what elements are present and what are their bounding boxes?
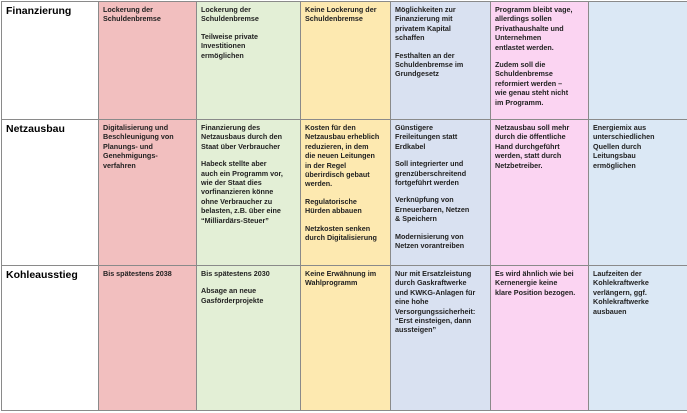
cell-paragraph: Bis spätestens 2038 — [103, 269, 172, 278]
cell-paragraph: Energiemix aus unterschiedlichen Quellen durch Leitungsbau ermöglichen — [593, 123, 655, 170]
paragraph-gap — [201, 278, 296, 286]
cell-paragraph: Verknüpfung von Erneuerbaren, Netzen & Speichern — [395, 195, 470, 224]
cell-paragraph: Keine Erwähnung im Wahlprogramm — [305, 269, 377, 288]
table-cell — [491, 120, 589, 266]
cell-paragraph: Netzausbau soll mehr durch die öffentliche Hand durchgeführt werden, statt durch Netzbetreiber. — [495, 123, 570, 170]
comparison-table — [1, 1, 687, 411]
table-cell — [99, 266, 197, 411]
table-cell — [301, 120, 391, 266]
table-body — [2, 2, 687, 411]
cell-paragraph: Kosten für den Netzausbau erheblich reduzieren, in dem die neuen Leitungen in der Regel überirdisch gebaut werden. — [305, 123, 380, 189]
table-cell — [99, 120, 197, 266]
table-cell — [301, 266, 391, 411]
table-cell — [301, 2, 391, 120]
paragraph-gap — [395, 187, 486, 195]
table-cell — [99, 2, 197, 120]
table-cell — [589, 2, 687, 120]
table-cell — [391, 120, 491, 266]
table-cell — [589, 120, 687, 266]
table-row — [2, 2, 687, 120]
table-cell — [589, 266, 687, 411]
table-cell — [391, 2, 491, 120]
cell-paragraph: Es wird ähnlich wie bei Kernenergie keine klare Position bezogen. — [495, 269, 576, 297]
cell-paragraph: Möglichkeiten zur Finanzierung mit privatem Kapital schaffen — [395, 5, 456, 43]
cell-paragraph: Nur mit Ersatzleistung durch Gaskraftwerke und KWKG-Anlagen für eine hohe Versorgungssicherheit: “Erst einsteigen, dann aussteigen” — [395, 269, 476, 335]
cell-paragraph: Netzkosten senken durch Digitalisierung — [305, 223, 377, 243]
cell-paragraph: Soll integrierter und grenzüberschreitend fortgeführt werden — [395, 159, 467, 188]
paragraph-gap — [395, 224, 486, 232]
cell-paragraph: Lockerung der Schuldenbremse — [103, 5, 161, 24]
cell-paragraph: Absage an neue Gasförderprojekte — [201, 286, 264, 305]
cell-paragraph: Finanzierung des Netzausbaus durch den Staat über Verbraucher — [201, 123, 283, 151]
paragraph-gap — [495, 52, 584, 60]
cell-paragraph: Habeck stellte aber auch ein Programm vor, wie der Staat dies vorfinanzieren könne ohne Verbraucher zu belasten, z.B. über eine “Milliardärs-Steuer” — [201, 159, 283, 225]
cell-paragraph: Programm bleibt vage, allerdings sollen Privathaushalte und Unternehmen entlastet werden. — [495, 5, 573, 52]
paragraph-gap — [201, 24, 296, 32]
paragraph-gap — [305, 189, 386, 197]
table-row — [2, 120, 687, 266]
table-cell — [197, 2, 301, 120]
cell-paragraph: Günstigere Freileitungen statt Erdkabel — [395, 123, 458, 151]
cell-paragraph: Bis spätestens 2030 — [201, 269, 270, 278]
row-header: Kohleausstieg — [2, 266, 99, 411]
cell-paragraph: Regulatorische Hürden abbauen — [305, 196, 362, 216]
cell-paragraph: Modernisierung von Netzen vorantreiben — [395, 231, 465, 251]
paragraph-gap — [395, 151, 486, 159]
row-header: Netzausbau — [2, 120, 99, 266]
cell-paragraph: Teilweise private Investitionen ermöglichen — [201, 31, 258, 60]
paragraph-gap — [201, 151, 296, 159]
table-cell — [197, 120, 301, 266]
table-cell — [491, 2, 589, 120]
paragraph-gap — [305, 216, 386, 224]
row-header: Finanzierung — [2, 2, 99, 120]
paragraph-gap — [395, 43, 486, 51]
cell-paragraph: Keine Lockerung der Schuldenbremse — [305, 5, 377, 24]
table-cell — [391, 266, 491, 411]
cell-paragraph: Zudem soll die Schuldenbremse reformiert werden – wie genau steht nicht im Programm. — [495, 60, 569, 107]
table-cell — [491, 266, 589, 411]
cell-paragraph: Laufzeiten der Kohlekraftwerke verlängern, ggf. Kohlekraftwerke ausbauen — [593, 269, 649, 316]
table-cell — [197, 266, 301, 411]
table-row — [2, 266, 687, 411]
cell-paragraph: Festhalten an der Schuldenbremse im Grundgesetz — [395, 50, 464, 79]
cell-paragraph: Lockerung der Schuldenbremse — [201, 5, 259, 24]
cell-paragraph: Digitalisierung und Beschleunigung von Planungs- und Genehmigungs- verfahren — [103, 123, 174, 170]
